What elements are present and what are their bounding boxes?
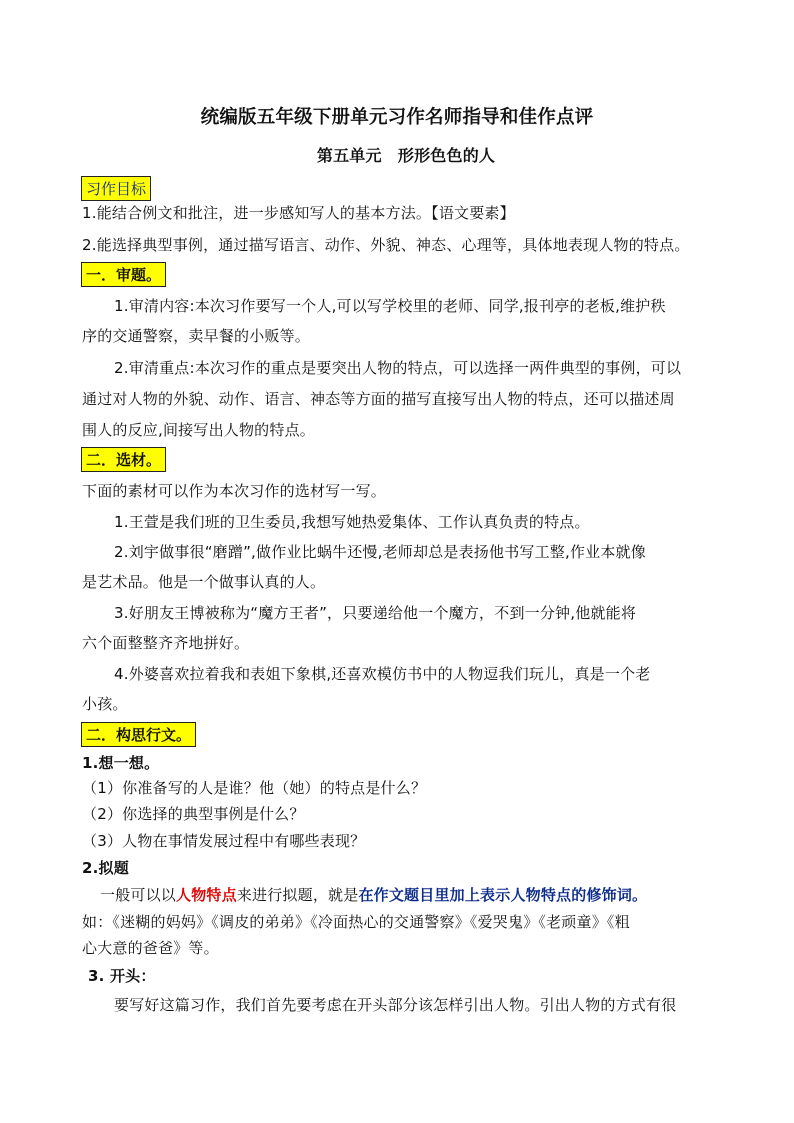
niti-text-a: 一般可以以 xyxy=(100,886,177,904)
opening-line1: 要写好这篇习作，我们首先要考虑在开头部分该怎样引出人物。引出人物的方式有很 xyxy=(114,996,677,1014)
niti-red-emphasis: 人物特点 xyxy=(176,886,237,904)
shenti-p1-line2: 序的交通警察，卖早餐的小贩等。 xyxy=(82,327,311,345)
material-1: 1.王萱是我们班的卫生委员,我想写她热爱集体、工作认真负责的特点。 xyxy=(114,513,590,531)
shenti-p2-line3: 围人的反应,间接写出人物的特点。 xyxy=(82,421,315,439)
page-title: 统编版五年级下册单元习作名师指导和佳作点评 xyxy=(200,107,594,128)
think-title: 1.想一想。 xyxy=(82,754,160,772)
shenti-p2-line2: 通过对人物的外貌、动作、语言、神态等方面的描写直接写出人物的特点，还可以描述周 xyxy=(82,390,675,408)
shenti-p1-line1: 1.审清内容:本次习作要写一个人,可以写学校里的老师、同学,报刊亭的老板,维护秩 xyxy=(114,297,666,315)
goal-item-1: 1.能结合例文和批注，进一步感知写人的基本方法。【语文要素】 xyxy=(82,204,515,222)
goal-item-2: 2.能选择典型事例，通过描写语言、动作、外貌、神态、心理等，具体地表现人物的特点。 xyxy=(82,236,690,254)
material-2-line1: 2.刘宇做事很“磨蹭”,做作业比蜗牛还慢,老师却总是表扬他书写工整,作业本就像 xyxy=(114,543,646,561)
section-heading-gousi: 二．构思行文。 xyxy=(81,722,196,747)
material-4-line2: 小孩。 xyxy=(82,695,128,713)
question-3: （3）人物在事情发展过程中有哪些表现？ xyxy=(82,832,366,850)
question-2: （2）你选择的典型事例是什么？ xyxy=(82,805,305,823)
section-heading-shenti: 一．审题。 xyxy=(81,262,166,287)
page-subtitle: 第五单元 形形色色的人 xyxy=(316,146,496,165)
question-1: （1）你准备写的人是谁？他（她）的特点是什么？ xyxy=(82,779,427,797)
opening-title: 3. 开头： xyxy=(88,967,156,985)
example-titles-line2: 心大意的爸爸》等。 xyxy=(82,939,219,957)
material-3-line2: 六个面整整齐齐地拼好。 xyxy=(82,634,250,652)
section-heading-goal: 习作目标 xyxy=(81,176,151,201)
niti-title: 2.拟题 xyxy=(82,859,129,877)
niti-text xyxy=(100,884,647,906)
section-heading-xuancai: 二．选材。 xyxy=(81,447,166,472)
material-4-line1: 4.外婆喜欢拉着我和表姐下象棋,还喜欢模仿书中的人物逗我们玩儿，真是一个老 xyxy=(114,665,651,683)
niti-text-b: 来进行拟题，就是 xyxy=(236,886,359,904)
shenti-p2-line1: 2.审清重点:本次习作的重点是要突出人物的特点，可以选择一两件典型的事例，可以 xyxy=(114,359,682,377)
material-2-line2: 是艺术品。他是一个做事认真的人。 xyxy=(82,573,326,591)
xuancai-intro: 下面的素材可以作为本次习作的选材写一写。 xyxy=(82,482,387,500)
niti-blue-emphasis: 在作文题目里加上表示人物特点的修饰词。 xyxy=(358,886,648,904)
material-3-line1: 3.好朋友王博被称为“魔方王者”，只要递给他一个魔方，不到一分钟,他就能将 xyxy=(114,604,637,622)
example-titles-line1: 如：《迷糊的妈妈》《调皮的弟弟》《冷面热心的交通警察》《爱哭鬼》《老顽童》《粗 xyxy=(82,913,630,931)
